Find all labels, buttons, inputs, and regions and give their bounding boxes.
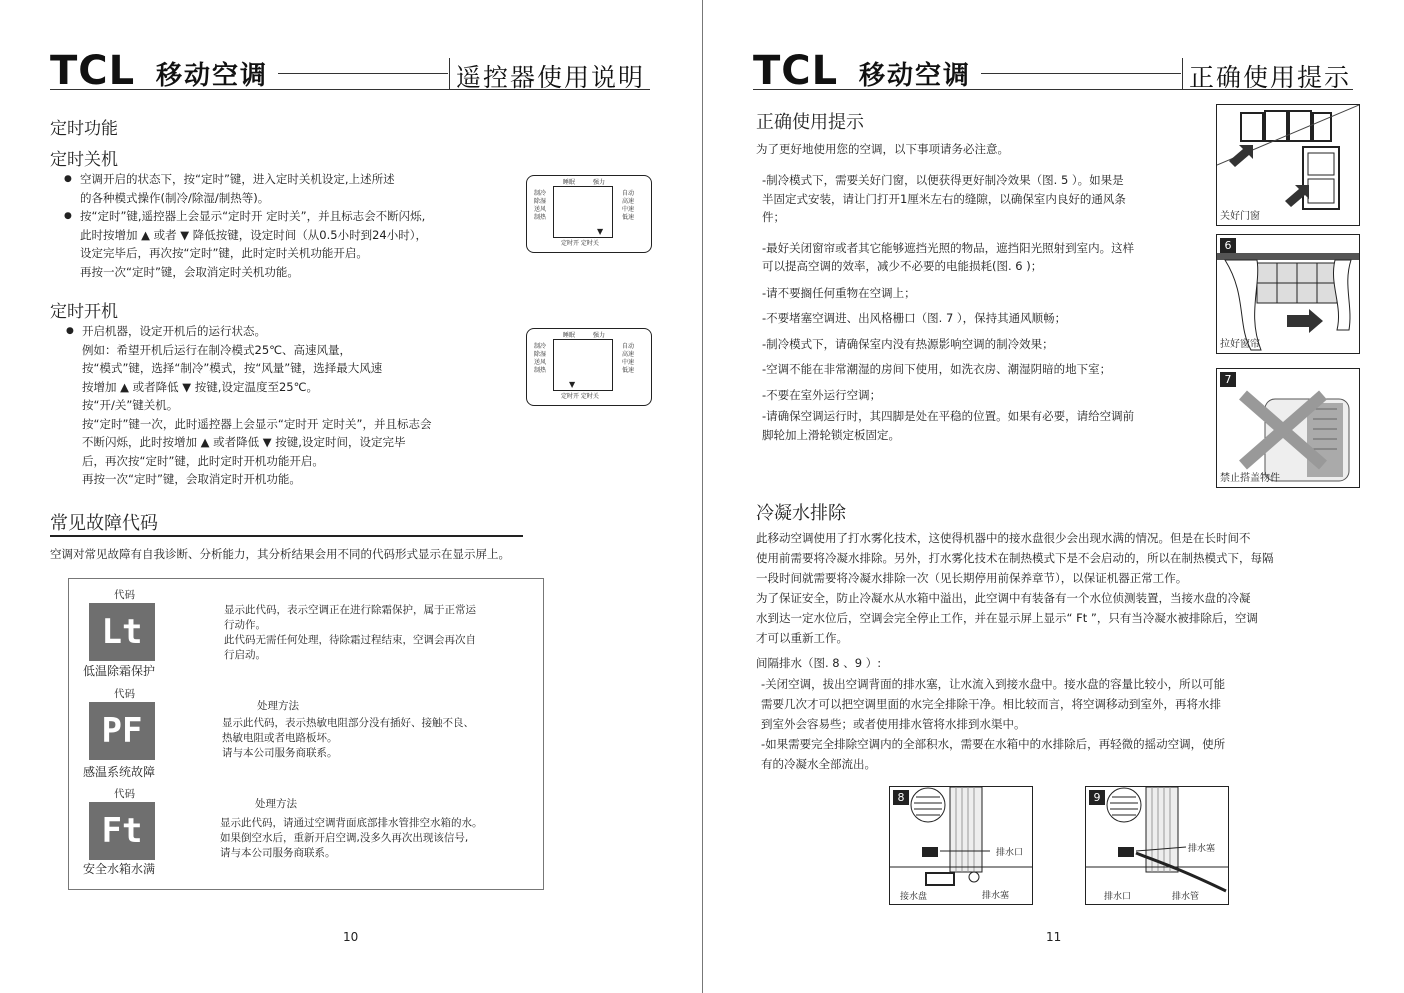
remote-label: 睡眠 <box>563 332 576 339</box>
timer-on-line: 按“定时”键一次，此时遥控器上会显示“定时开 定时关”，并且标志会 <box>82 416 432 431</box>
tip-line: 件； <box>762 210 785 224</box>
remote-label: 制冷 <box>534 190 547 197</box>
remote-label: 送风 <box>534 359 547 366</box>
interval-title: 间隔排水（图. 8 、9 ）: <box>756 656 882 670</box>
drain-line: 才可以重新工作。 <box>756 631 848 645</box>
remote-label: 中速 <box>622 206 635 213</box>
interval-line: 需要几次才可以把空调里面的水完全排除干净。相比较而言，将空调移动到室外，再将水排 <box>761 697 1221 711</box>
fault-code-box <box>68 578 544 890</box>
figure-6-curtains <box>1216 234 1360 354</box>
remote-label: 低速 <box>622 214 635 221</box>
timer-off-text <box>80 170 427 281</box>
remote-label: 高速 <box>622 198 635 205</box>
drain-text <box>756 528 1274 648</box>
drain-line: 水到达一定水位后，空调会完全停止工作，并在显示屏上显示“ Ft ”，只有当冷凝水被排除后，空调 <box>756 611 1258 625</box>
timer-on-line: 再按一次“定时”键，会取消定时开机功能。 <box>82 472 301 486</box>
timer-on-line: ● 开启机器，设定开机后的运行状态。 <box>82 322 431 341</box>
header-underline <box>50 89 650 90</box>
method-label: 处理方法 <box>255 798 297 810</box>
fault-name: 低温除霜保护 <box>83 664 156 678</box>
remote-label: 低速 <box>622 367 635 374</box>
timer-on-title: 定时开机 <box>50 302 118 322</box>
tip-line: 半固定式安装，请让门打开1厘米左右的缝隙，以确保室内良好的通风条 <box>762 191 1126 206</box>
remote-label: 制热 <box>534 367 547 374</box>
figure-number: 6 <box>1220 238 1236 253</box>
timer-on-line: 按“模式”键，选择“制冷”模式，按“风量”键，选择最大风速 <box>82 361 383 375</box>
remote-arrow-icon: ▼ <box>569 380 576 389</box>
header-divider <box>1182 58 1183 90</box>
figure-caption: 拉好窗帘 <box>1220 339 1260 350</box>
fault-title-rule <box>50 535 523 537</box>
figure-label: 接水盘 <box>900 892 928 902</box>
fault-line: 如果倒空水后，重新开启空调,没多久再次出现该信号, <box>220 832 469 844</box>
timer-off-line: ● 按“定时”键,遥控器上会显示“定时开 定时关”，并且标志会不断闪烁, <box>80 207 427 226</box>
interval-line: -如果需要完全排除空调内的全部积水，需要在水箱中的水排除后，再轻微的摇动空调，使所 <box>761 737 1226 751</box>
fault-code-display: Lt <box>89 603 155 661</box>
brand-cn: 移动空调 <box>156 61 269 91</box>
figure-caption: 禁止搭盖物件 <box>1220 473 1280 484</box>
code-label: 代码 <box>114 589 135 601</box>
fault-code-display: PF <box>89 702 155 760</box>
fault-line: 显示此代码，请通过空调背面底部排水管排空水箱的水。 <box>220 817 483 829</box>
remote-label: 自动 <box>622 343 635 350</box>
remote-screen <box>553 339 613 391</box>
figure-number: 7 <box>1220 372 1236 387</box>
remote-screen <box>553 186 613 238</box>
tips-title: 正确使用提示 <box>756 112 864 133</box>
drain-title: 冷凝水排除 <box>756 503 846 524</box>
remote-label: 除湿 <box>534 351 547 358</box>
fault-line: 请与本公司服务商联系。 <box>220 847 336 859</box>
fault-description <box>220 816 483 861</box>
tip-line: -请不要搁任何重物在空调上； <box>762 285 916 300</box>
drain-line: 此移动空调使用了打水雾化技术，这使得机器中的接水盘很少会出现水满的情况。但是在长时间不 <box>756 531 1251 545</box>
timer-off-line: 的各种模式操作(制冷/除湿/制热等)。 <box>80 190 270 205</box>
timer-off-line: 再按一次“定时”键，会取消定时关机功能。 <box>80 264 299 279</box>
timer-title: 定时功能 <box>50 119 118 139</box>
figure-number: 9 <box>1089 790 1105 805</box>
tip-line: -请确保空调运行时，其四脚是处在平稳的位置。如果有必要，请给空调前 <box>762 409 1135 423</box>
tips-list <box>762 171 1134 444</box>
remote-label: 自动 <box>622 190 635 197</box>
timer-off-line: 此时按增加 ▲ 或者 ▼ 降低按键，设定时间（从0.5小时到24小时）， <box>80 227 427 242</box>
timer-on-line: 例如：希望开机后运行在制冷模式25℃、高速风量， <box>82 342 352 357</box>
timer-on-line: 按增加 ▲ 或者降低 ▼ 按键,设定温度至25℃。 <box>82 379 319 394</box>
timer-on-line: 按“开/关”键关机。 <box>82 398 179 412</box>
brand-logo: TCL <box>753 48 839 94</box>
fault-line: 行启动。 <box>224 649 266 661</box>
section-title: 正确使用提示 <box>1189 63 1352 92</box>
brand-cn: 移动空调 <box>859 61 972 91</box>
figure-label: 排水塞 <box>1188 844 1216 854</box>
page-number: 10 <box>343 930 359 944</box>
fault-line: 行动作。 <box>224 619 266 631</box>
remote-display-diagram <box>526 328 652 406</box>
remote-label: 送风 <box>534 206 547 213</box>
timer-off-line: 设定完毕后，再次按“定时”键，此时定时关机功能开启。 <box>80 246 368 260</box>
fault-line: 显示此代码，表示热敏电阻部分没有插好、接触不良、 <box>222 717 474 729</box>
fault-title: 常见故障代码 <box>50 513 158 534</box>
interval-line: -关闭空调，拔出空调背面的排水塞，让水流入到接水盘中。接水盘的容量比较小，所以可能 <box>761 677 1226 691</box>
remote-label: 定时开 定时关 <box>561 240 599 247</box>
remote-label: 睡眠 <box>563 179 576 186</box>
fault-line: 请与本公司服务商联系。 <box>222 747 338 759</box>
timer-on-line: 后，再次按“定时”键，此时定时开机功能开启。 <box>82 453 324 468</box>
timer-on-line: 不断闪烁，此时按增加 ▲ 或者降低 ▼ 按键,设定时间，设定完毕 <box>82 435 406 449</box>
tip-line: 可以提高空调的效率，减少不必要的电能损耗(图. 6 )； <box>762 259 1043 273</box>
tip-line: -最好关闭窗帘或者其它能够遮挡光照的物品，遮挡阳光照射到室内。这样 <box>762 240 1135 255</box>
fault-description <box>224 603 476 663</box>
remote-label: 定时开 定时关 <box>561 393 599 400</box>
header-divider <box>449 58 450 90</box>
remote-label: 强力 <box>593 179 606 186</box>
remote-label: 强力 <box>593 332 606 339</box>
tips-intro: 为了更好地使用您的空调，以下事项请务必注意。 <box>756 142 1009 156</box>
timer-off-title: 定时关机 <box>50 150 118 170</box>
right-page <box>702 0 1404 993</box>
fault-intro: 空调对常见故障有自我诊断、分析能力，其分析结果会用不同的代码形式显示在显示屏上。 <box>50 547 510 561</box>
page-number: 11 <box>1046 930 1062 944</box>
code-label: 代码 <box>114 788 135 800</box>
figure-9-drain-hose <box>1085 786 1229 905</box>
remote-display-diagram <box>526 175 652 253</box>
figure-label: 排水口 <box>996 848 1024 858</box>
timer-off-line: ● 空调开启的状态下，按“定时”键，进入定时关机设定,上述所述 <box>80 170 427 189</box>
figure-7-no-covering <box>1216 368 1360 488</box>
interval-text <box>761 674 1225 774</box>
tip-line: 脚轮加上滑轮锁定板固定。 <box>762 427 900 442</box>
fault-code-display: Ft <box>89 802 155 860</box>
method-label: 处理方法 <box>257 700 299 712</box>
remote-label: 中速 <box>622 359 635 366</box>
fault-line: 显示此代码，表示空调正在进行除霜保护，属于正常运 <box>224 604 476 616</box>
section-title: 遥控器使用说明 <box>456 63 646 92</box>
header-underline <box>753 89 1353 90</box>
fault-line: 热敏电阻或者电路板坏。 <box>222 732 338 744</box>
fault-name: 安全水箱水满 <box>83 862 156 876</box>
fault-name: 感温系统故障 <box>83 765 156 779</box>
tip-line: -空调不能在非常潮湿的房间下使用，如洗衣房、潮湿阴暗的地下室； <box>762 362 1112 376</box>
header-rule <box>278 73 448 74</box>
timer-on-text <box>82 322 431 489</box>
figure-8-drain-pan <box>889 786 1033 905</box>
fault-line: 此代码无需任何处理，待除霜过程结束，空调会再次自 <box>224 634 476 646</box>
interval-line: 到室外会容易些；或者使用排水管将水排到水渠中。 <box>761 717 1026 731</box>
remote-arrow-icon: ▼ <box>597 227 604 236</box>
remote-label: 制热 <box>534 214 547 221</box>
tip-line: -不要在室外运行空调； <box>762 387 882 402</box>
fault-description <box>222 716 474 761</box>
tip-line: -制冷模式下，需要关好门窗，以便获得更好制冷效果（图. 5 ）。如果是 <box>762 173 1124 187</box>
figure-label: 排水口 <box>1104 892 1132 902</box>
figure-label: 排水管 <box>1172 892 1200 902</box>
drain-line: 使用前需要将冷凝水排除。另外，打水雾化技术在制热模式下是不会启动的，所以在制热模式下，每隔 <box>756 551 1274 565</box>
tip-line: -制冷模式下，请确保室内没有热源影响空调的制冷效果； <box>762 336 1054 351</box>
remote-label: 制冷 <box>534 343 547 350</box>
drain-line: 为了保证安全，防止冷凝水从水箱中溢出，此空调中有装备有一个水位侦测装置，当接水盘的冷凝 <box>756 591 1251 605</box>
remote-label: 除湿 <box>534 198 547 205</box>
header-rule <box>981 73 1181 74</box>
tip-line: -不要堵塞空调进、出风格栅口（图. 7 ），保持其通风顺畅； <box>762 311 1067 325</box>
figure-caption: 关好门窗 <box>1220 211 1260 222</box>
figure-label: 排水塞 <box>982 891 1010 901</box>
drain-line: 一段时间就需要将冷凝水排除一次（见长期停用前保养章节），以保证机器正常工作。 <box>756 571 1188 585</box>
code-label: 代码 <box>114 688 135 700</box>
figure-5-windows-doors <box>1216 104 1360 226</box>
remote-label: 高速 <box>622 351 635 358</box>
figure-number: 8 <box>893 790 909 805</box>
interval-line: 有的冷凝水全部流出。 <box>761 757 876 771</box>
brand-logo: TCL <box>50 48 136 94</box>
